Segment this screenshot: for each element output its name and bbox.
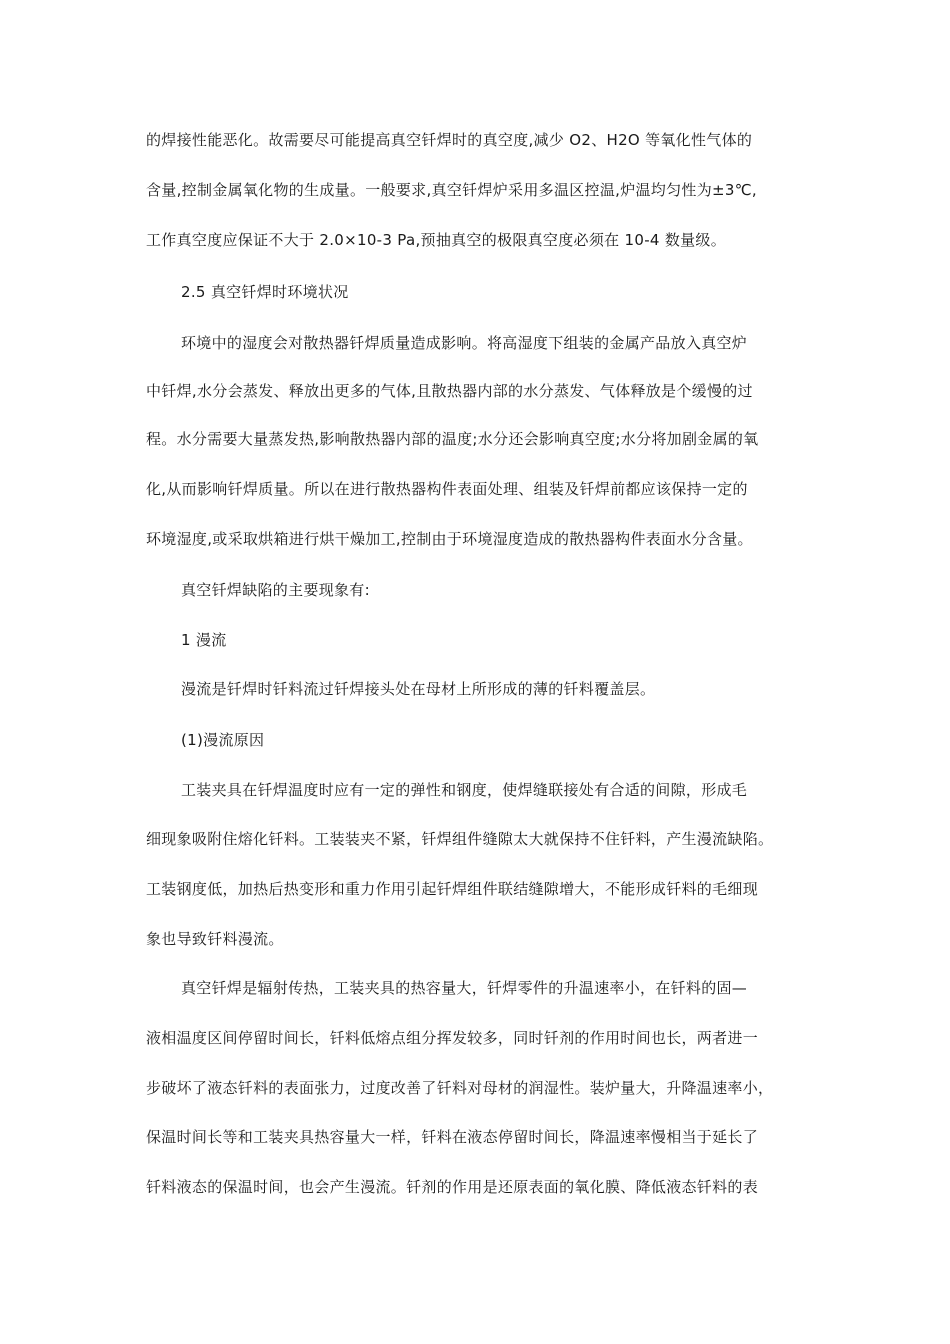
text-line: 化,从而影响钎焊质量。所以在进行散热器构件表面处理、组装及钎焊前都应该保持一定的 [146,480,748,498]
text-line: 漫流是钎焊时钎料流过钎焊接头处在母材上所形成的薄的钎料覆盖层。 [181,680,656,698]
text-line: 真空钎焊是辐射传热，工装夹具的热容量大，钎焊零件的升温速率小，在钎料的固— [181,979,748,997]
text-line: 细现象吸附住熔化钎料。工装装夹不紧，钎焊组件缝隙太大就保持不住钎料，产生漫流缺陷。 [146,830,774,848]
text-line: 中钎焊,水分会蒸发、释放出更多的气体,且散热器内部的水分蒸发、气体释放是个缓慢的过 [146,382,753,400]
text-line: 环境中的湿度会对散热器钎焊质量造成影响。将高湿度下组装的金属产品放入真空炉 [181,334,748,352]
text-line: 液相温度区间停留时间长，钎料低熔点组分挥发较多，同时钎剂的作用时间也长，两者进一 [146,1029,759,1047]
text-line: 工作真空度应保证不大于 2.0×10-3 Pa,预抽真空的极限真空度必须在 10-4 数量级。 [146,231,727,249]
text-line: 钎料液态的保温时间，也会产生漫流。钎剂的作用是还原表面的氧化膜、降低液态钎料的表 [146,1178,759,1196]
section-heading: 1 漫流 [181,631,227,649]
section-heading: 2.5 真空钎焊时环境状况 [181,283,349,301]
text-line: 保温时间长等和工装夹具热容量大一样，钎料在液态停留时间长，降温速率慢相当于延长了 [146,1128,759,1146]
text-line: 步破坏了液态钎料的表面张力，过度改善了钎料对母材的润湿性。装炉量大，升降温速率小， [146,1079,774,1097]
text-line: 环境湿度,或采取烘箱进行烘干燥加工,控制由于环境湿度造成的散热器构件表面水分含量。 [146,530,753,548]
subsection-heading: (1)漫流原因 [181,731,265,749]
text-line: 象也导致钎料漫流。 [146,930,284,948]
text-line: 程。水分需要大量蒸发热,影响散热器内部的温度;水分还会影响真空度;水分将加剧金属的氧 [146,430,759,448]
text-line: 的焊接性能恶化。故需要尽可能提高真空钎焊时的真空度,减少 O2、H2O 等氧化性气体的 [146,131,753,149]
text-line: 工装夹具在钎焊温度时应有一定的弹性和钢度，使焊缝联接处有合适的间隙，形成毛 [181,781,748,799]
text-line: 含量,控制金属氧化物的生成量。一般要求,真空钎焊炉采用多温区控温,炉温均匀性为±3℃, [146,181,757,199]
text-line: 真空钎焊缺陷的主要现象有: [181,581,370,599]
text-line: 工装钢度低，加热后热变形和重力作用引起钎焊组件联结缝隙增大，不能形成钎料的毛细现 [146,880,759,898]
